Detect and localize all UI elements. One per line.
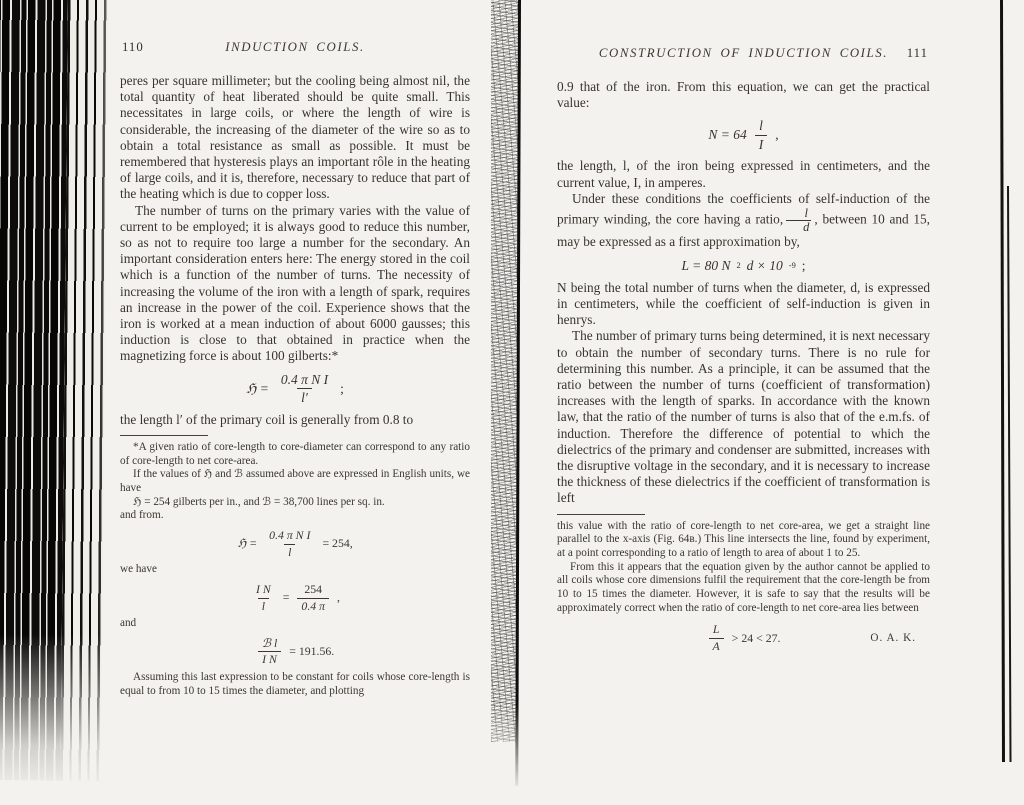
left-edge-scan-band-stripes <box>60 0 108 781</box>
fraction-numerator: L <box>712 622 720 637</box>
formula-self-induction <box>557 258 930 274</box>
footnote-result-row <box>557 623 930 653</box>
footnote-assuming: Assuming this last expression to be constant for coils whose core-length is equal to from 10 to 15 times the diameter, and plotting <box>120 670 470 697</box>
fraction-numerator: I N <box>256 581 271 596</box>
right-paragraph-length-current: the length, l, of the iron being expressed in centimeters, and the current value, I, in amperes. <box>557 158 930 190</box>
footnote-english-units: If the values of ℌ and ℬ assumed above are expressed in English units, we have <box>120 468 470 494</box>
ratio-text-after: , between 10 and 15, may be expressed as a first approximation by, <box>557 211 930 250</box>
fraction-numerator: l <box>759 118 763 134</box>
right-running-header: CONSTRUCTION OF INDUCTION COILS. <box>598 46 889 60</box>
left-paragraph-heating: peres per square millimeter; but the cooling being almost nil, the total quantity of heat liberated should be quite small. This necessitates in large coils, or where the length of wire is considerable, the increasing of the diameter of the wire so as to obtain a total resistance as small as possible. It must be remembered that hysteresis plays an important rôle in the heating of large coils, and it is, therefore, necessary to reduce that part of the heating which is due to copper loss. <box>120 73 470 202</box>
footnote-from-this: From this it appears that the equation given by the author cannot be applied to all coils whose core dimensions fulfil the requirement that the core-length be from 10 to 15 times the diameter. However, it is safe to say that the results will be approximately correct when the ratio of core-length to net core-area lies between <box>557 560 930 614</box>
formula-magnetizing-force <box>120 372 470 406</box>
left-paragraph-length: the length l′ of the primary coil is generally from 0.8 to <box>120 411 414 427</box>
left-page-header <box>120 40 470 57</box>
fraction-denominator: l <box>284 544 295 560</box>
right-footnote-rule <box>557 514 645 515</box>
right-page-number: 111 <box>906 46 928 60</box>
footnote-we-have-label: we have <box>120 563 157 576</box>
fraction-denominator: d <box>786 220 811 234</box>
footnote-signature: O. A. K. <box>870 631 916 644</box>
fraction-denominator: A <box>709 638 724 654</box>
footnote-formula-254 <box>120 529 470 559</box>
left-paragraph-turns: The number of turns on the primary varies with the value of current to be employed; it is always good to reduce this number, so as not to require too large a number for the secondary. An important consideration enters here: The energy stored in the coil which is a function of the number of turns. The necessity of increasing the volume of the iron with a length of spark, requires an increase in the power of the coil. Experience shows that the iron is worked at a mean induction of about 6000 gausses; this induction is close to that obtained in practice when the magnetizing force is about 100 gilberts:* <box>120 202 470 364</box>
formula-tail: , <box>337 590 340 605</box>
formula-lhs: ℌ = <box>246 380 269 396</box>
formula-tail: > 24 < 27. <box>731 630 781 645</box>
right-footnote <box>557 520 930 654</box>
inline-fraction-l-over-d <box>786 207 811 234</box>
formula-part: L = 80 N <box>681 257 731 273</box>
fraction-denominator: l <box>258 598 269 614</box>
fraction-numerator: 254 <box>304 581 323 596</box>
left-footnote-rule <box>120 435 208 436</box>
formula-lhs: N = 64 <box>708 127 747 143</box>
right-paragraph-practical-value: 0.9 that of the iron. From this equation, we can get the practical value: <box>557 79 930 111</box>
left-edge-scan-band-core <box>0 0 68 781</box>
fraction <box>258 637 282 667</box>
equals-sign: = <box>282 590 290 605</box>
formula-part: d × 10 <box>746 257 783 273</box>
footnote-and-from: and from. <box>120 509 164 522</box>
right-page-edge-line-inner <box>1007 186 1012 762</box>
footnote-formula-191 <box>120 637 470 667</box>
fraction-denominator: I N <box>258 651 281 667</box>
left-footnote <box>120 441 470 698</box>
fraction <box>755 118 768 152</box>
footnote-formula-in-over-l <box>120 583 470 613</box>
footnote-ratio-note: *A given ratio of core-length to core-diameter can correspond to any ratio of core-length to net core-area. <box>120 440 470 467</box>
formula-number-of-turns <box>557 118 930 152</box>
right-page-body <box>557 79 930 507</box>
formula-lhs: ℌ = <box>237 536 258 551</box>
fraction <box>252 583 275 613</box>
center-gutter-shadow <box>491 0 518 742</box>
fraction <box>297 583 329 613</box>
right-paragraph-n-total: N being the total number of turns when the diameter, d, is expressed in centimeters, while the coefficient of self-induction is given in henrys. <box>557 279 930 328</box>
formula-superscript: 2 <box>736 260 741 270</box>
footnote-and-label: and <box>120 617 137 630</box>
fraction-numerator: ℬ l <box>261 635 278 650</box>
fraction-denominator: 0.4 π <box>297 598 329 614</box>
fraction <box>709 623 724 653</box>
left-running-header: INDUCTION COILS. <box>225 40 365 54</box>
formula-tail: ; <box>801 257 806 273</box>
fraction-numerator: 0.4 π N I <box>280 371 329 387</box>
fraction <box>277 372 332 406</box>
formula-tail: ; <box>340 380 344 396</box>
footnote-values: ℌ = 254 gilberts per in., and ℬ = 38,700 lines per sq. in. <box>133 495 385 508</box>
right-page <box>557 46 930 658</box>
ratio-text-before: Under these conditions the coefficients of self-induction of the primary winding, the core having a ratio, <box>557 190 930 227</box>
left-page <box>120 40 470 698</box>
formula-superscript: -9 <box>788 260 796 270</box>
right-page-header <box>557 46 930 63</box>
fraction-denominator: I <box>755 135 768 153</box>
left-edge-scan-band <box>0 0 112 781</box>
formula-tail: = 191.56. <box>289 643 335 658</box>
right-page-edge-line-outer <box>1000 0 1004 762</box>
footnote-straight-line: this value with the ratio of core-length to net core-area, we get a straight line parallel to the x-axis (Fig. 64ʙ.) This line intersects the line, found by experiment, at a point corresponding to a ratio of length to area of about 1 to 25. <box>557 519 930 559</box>
formula-tail: , <box>775 127 779 143</box>
right-paragraph-ratio <box>557 191 930 251</box>
fraction-numerator: 0.4 π N I <box>269 528 311 543</box>
left-page-number: 110 <box>122 40 144 54</box>
left-page-body <box>120 73 470 428</box>
fraction-denominator: l′ <box>297 388 312 406</box>
fraction <box>265 529 314 559</box>
formula-tail: = 254, <box>322 536 353 551</box>
right-paragraph-secondary-turns: The number of primary turns being determined, it is next necessary to obtain the number of secondary turns. There is no rule for determining this number. As a principle, it can be assumed that the ratio between the number of turns (coefficient of transformation) increases with the length of sparks. In accordance with the known law, that the ratio of the number of turns is also that of the e.m.fs. of induction. Therefore the difference of potential to which the dielectrics of the primary and condenser are submitted, increases with the disruptive voltage in the secondary, and it is necessary to increase the thickness of these dielectrics if the coefficient of transformation is left <box>557 328 930 506</box>
fraction-numerator: l <box>804 206 809 221</box>
